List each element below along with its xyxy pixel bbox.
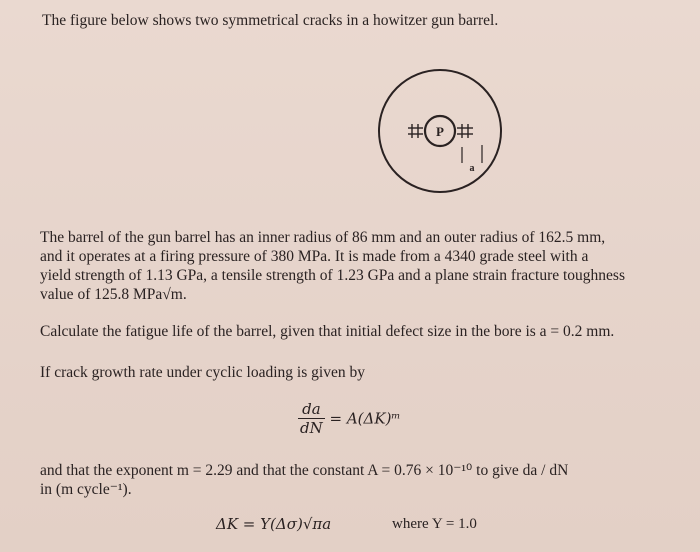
crack-length-dimension — [462, 145, 482, 163]
fraction-numerator: da — [298, 400, 325, 419]
formula-rhs: = A(ΔK)ᵐ — [329, 409, 401, 428]
exponent-text — [40, 461, 680, 499]
barrel-line-2: and it operates at a firing pressure of 380 MPa. It is made from a 4340 grade steel with a — [40, 248, 589, 265]
fraction-denominator: dN — [300, 419, 323, 437]
exponent-line-2: in (m cycle⁻¹). — [40, 481, 132, 498]
right-crack-mark — [457, 124, 473, 138]
barrel-line-3: yield strength of 1.13 GPa, a tensile strength of 1.23 GPa and a plane strain fracture toughness — [40, 267, 625, 284]
pressure-label: P — [436, 124, 444, 139]
barrel-description — [40, 228, 680, 304]
crack-growth-text: If crack growth rate under cyclic loading is given by — [40, 364, 365, 381]
intro-text: The figure below shows two symmetrical cracks in a howitzer gun barrel. — [42, 12, 499, 29]
exponent-line-1: and that the exponent m = 2.29 and that the constant A = 0.76 × 10⁻¹⁰ to give da / dN — [40, 462, 569, 479]
paris-law-formula — [298, 400, 401, 437]
calculate-text: Calculate the fatigue life of the barrel, given that initial defect size in the bore is a = 0.2 mm. — [40, 323, 615, 340]
barrel-line-1: The barrel of the gun barrel has an inner radius of 86 mm and an outer radius of 162.5 mm, — [40, 229, 606, 246]
left-crack-mark — [408, 124, 423, 138]
geometry-factor-text: where Y = 1.0 — [392, 516, 477, 532]
da-dn-fraction — [298, 400, 325, 437]
delta-k-formula: ΔK = Y(Δσ)√πa — [216, 515, 332, 533]
crack-length-label: a — [469, 163, 475, 174]
barrel-line-4: value of 125.8 MPa√m. — [40, 286, 187, 303]
